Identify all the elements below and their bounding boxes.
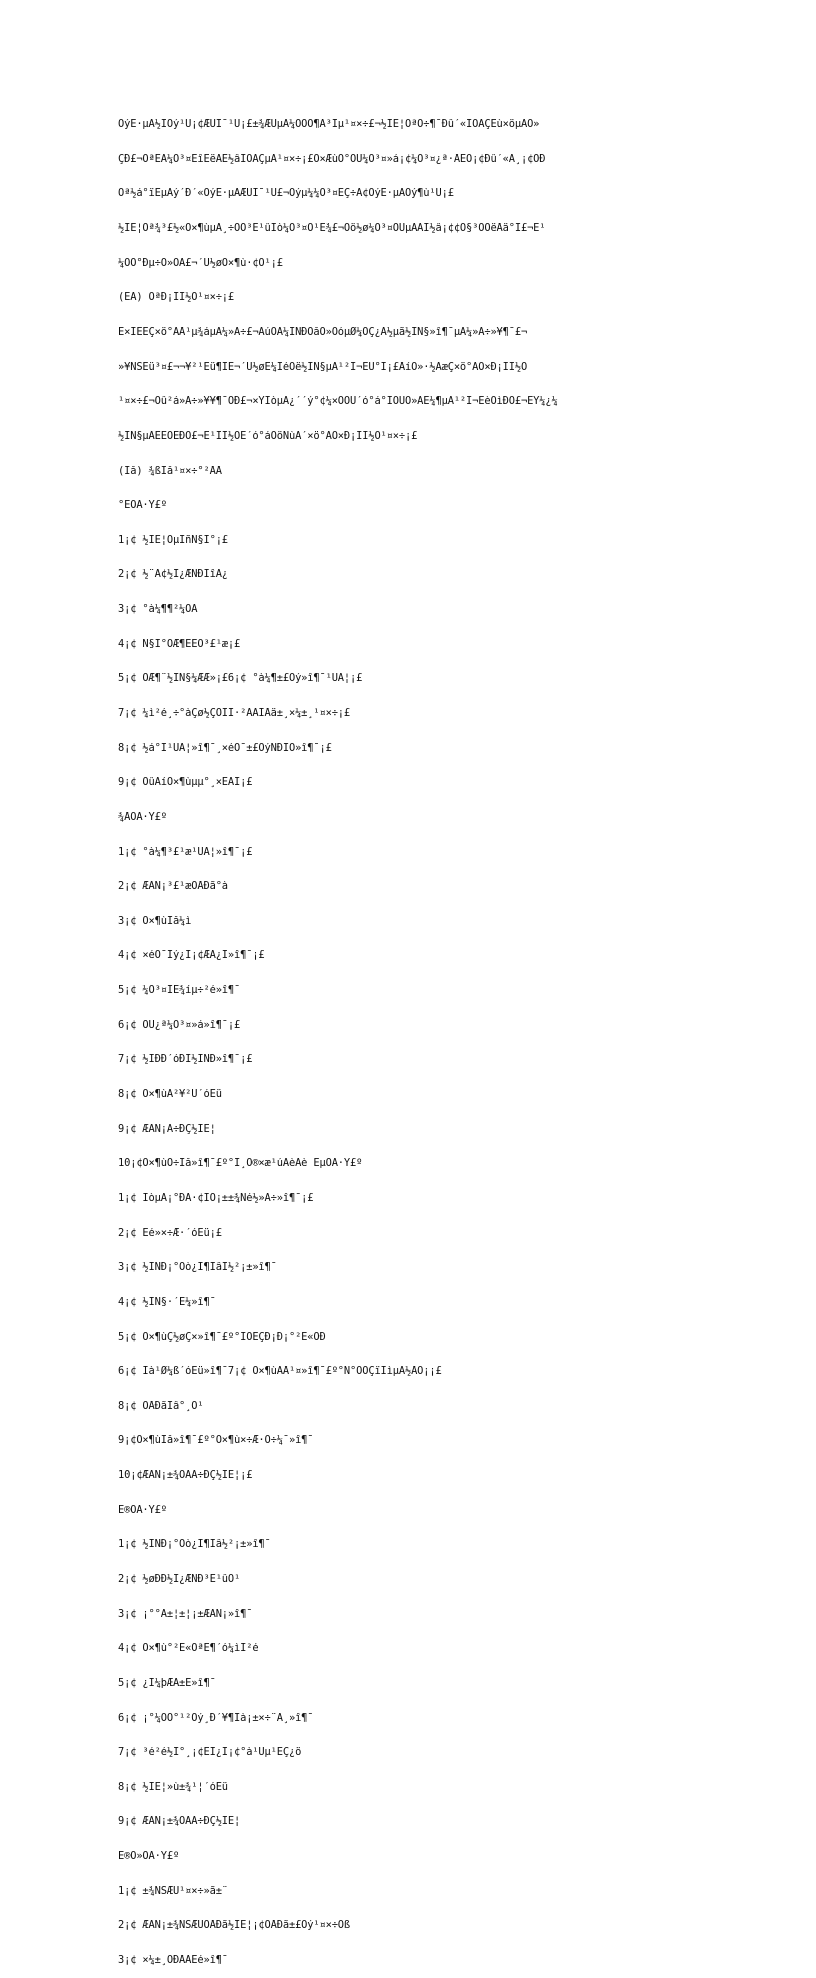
list-item: 2¡¢ ÆÀÑ¡±¾ÑSÆÚÓÅÐã½ÌÊ¦¡¢ÓÅÐã±£Óý¹¤×÷Õß [118,1920,351,1932]
text-line: ÇÐ£¬ÒªÈÃ¼Ò³¤ÉîÈëÁË½âÎÒÃÇµÄ¹¤×÷¡£Ó×ÆùÔ°ÕÛ¼Ò³¤»á¡¢¼Ò³¤¿ª·ÅÈÕ¡¢Ðû´«À¸¡¢ÒÐ [118,153,546,165]
text-line: Ê×ÏÈÈÇ×ö°ÃÅ¹µ¾áµÄ¼»Á÷£¬ÀúÓÃ¼ÌÑÐÕåÒ»ÕóµØ¼ÓÇ¿Á½µã½ÌÑ§»î¶¯µÄ¼»Á÷»¥¶¯£¬ [118,326,528,338]
list-item: 3¡¢ Ó×¶ùÌå¼ì [118,915,192,927]
list-item: 3¡¢ °à¼¶¶²¼ÖÃ [118,604,198,616]
list-item: 9¡¢ ÕûÀíÓ×¶ùµµ°¸×ÊÁÏ¡£ [118,777,253,789]
list-item: 1¡¢ °à¼¶³£¹æ¹ÛÀ¦»î¶¯¡£ [118,846,253,858]
list-item: 9¡¢Ó×¶ùÌå»î¶¯£º°Ó×¶ù×÷Æ·Õ÷¼¯»î¶¯ [118,1435,314,1447]
list-item: 7¡¢ ³é²é½Ì°¸¡¢ÊÏ¿Î¡¢°à¹Ùµ¹ÈÇ¿ö [118,1747,302,1759]
list-item: 4¡¢ ×éÖ¯Ìý¿Î¡¢ÆÀ¿Î»î¶¯¡£ [118,950,265,962]
list-item: 5¡¢ ¼Ò³¤ÎÊ¾íµ÷²é»î¶¯ [118,985,241,997]
text-line: »¥ÑSÈü³¤£¬¬¥²¹Èü¶ÌÉ¬´Ù½øÉ¼ÏéÓë½ÌÑ§µÄ¹²Í¬ÊÚ°Ï¡£ÅíÒ»·½ÃæÇ×ö°ÃÓ×Ð¡ÏÎ½Ó [118,361,528,373]
list-item: 8¡¢ ½á°Ï¹ÛÀ¦»î¶¯¸×éÖ¯±£ÓýÑÐÌÖ»î¶¯¡£ [118,742,332,754]
month-heading: °ËÔÂ·Ý£º [118,500,167,512]
list-item: 2¡¢ ½øÐÐ½Ì¿ÆÑÐ³É¹ûÕ¹ [118,1574,241,1585]
list-item: 2¡¢ ½¨Á¢½Ì¿ÆÑÐÏîÄ¿ [118,569,228,581]
list-item: 6¡¢ Ïà¹Ø¼ß´óÈü»î¶¯7¡¢ Ó×¶ùÃÅ¹¤»î¶¯£º°Ñ°ÕÒÇïÌìµÄ½ÅÓ¡¡£ [118,1366,442,1378]
list-item: 9¡¢ ÆÀÑ¡Ã÷ÐÇ½ÌÊ¦ [118,1123,216,1135]
month-heading: Ê®Ò»ÔÂ·Ý£º [118,1851,180,1863]
list-item: 4¡¢ ½ÌÑ§·´Ë¼»î¶¯ [118,1296,216,1308]
text-line: ½ÌÊ¦Òª¾³£½«Ó×¶ùµÄ¸÷ÖÖ³É¹ûÍò¼Ò³¤Õ¹Ê¾£¬Ôö½ø¼Ò³¤ÔÚµÄÀÌ½â¡¢¢Ö§³ÖÓëÅä°Ï£¬Ê¹ [118,223,546,235]
section-heading: (ÈÂ) ÒªÐ¡ÏÎ½Ó¹¤×÷¡£ [118,292,235,304]
list-item: 1¡¢ ½ÌÑÐ¡°Òò¿Î¶Ìâ½²¡±»î¶¯ [118,1539,271,1551]
list-item: 6¡¢ ÕÙ¿ª¼Ò³¤»á»î¶¯¡£ [118,1019,241,1031]
list-item: 10¡¢ÆÀÑ¡±¾ÔÂÃ÷ÐÇ½ÌÊ¦¡£ [118,1470,253,1482]
list-item: 1¡¢ ½ÌÊ¦ÕµÎñÑ§Ï°¡£ [118,534,228,546]
month-heading: ¾ÅÔÂ·Ý£º [118,811,167,823]
list-item: 8¡¢ ÓÅÐãÌâ°¸Õ¹ [118,1400,204,1412]
list-item: 8¡¢ ½ÌÊ¦»ù±¾¹¦´óÈü [118,1781,228,1793]
list-item: 4¡¢ Ó×¶ù°²È«ÖªÊ¶´ó¼ìÍ²é [118,1643,259,1655]
month-heading: Ê®ÔÂ·Ý£º [118,1504,167,1516]
list-item: 3¡¢ ¡°°Ã±¦±¦¡±ÆÀÑ¡»î¶¯ [118,1608,253,1620]
document-page [118,96,718,1978]
list-item: 2¡¢ ÆÀÑ¡³£¹æÓÅÐã°à [118,881,228,893]
list-item: 1¡¢ ÍòµÄ¡°ÐÂ·¢ÏÖ¡±±¾Ñé½»Á÷»î¶¯¡£ [118,1192,314,1204]
text-line: Òª½á°ïÈµÄý´Ð´«ÕýÈ·µÄÆÙÍ¯¹Û£¬Òýµ¼¼Ò³¤ÊÇ÷Á¢ÕýÈ·µÄÓý¶ù¹Û¡£ [118,188,454,200]
list-item: 6¡¢ ¡°¼ÒÔ°¹²Óý¸Ð´¥¶Ìà¡±×÷¨À¸»î¶¯ [118,1712,314,1724]
list-item: 5¡¢ Ó×¶ùÇ½øÇ×»î¶¯£º°ÎÒÈÇÐ¡Ð¡°²È«ÖÐ [118,1331,326,1343]
list-item: 4¡¢ Ñ§Ï°ÖÆ¶ÈÊÓ³£¹æ¡£ [118,638,241,650]
text-line: ½ÌÑ§µÄÊÊÒËÐÔ£¬Ê¹ÏÎ½ÓÊ´ó°áÔöÑùÀ´×ö°ÃÓ×Ð¡ÏÎ½Ó¹¤×÷¡£ [118,430,418,442]
list-item: 3¡¢ ×¼±¸ÓÐÅÄÊé»î¶¯ [118,1955,228,1967]
list-item: 1¡¢ ±¾ÑSÆÚ¹¤×÷»ã±¨ [118,1885,228,1897]
list-item: 7¡¢ ¼ì²é¸÷°àÇø½ÇÓÎÏ·²ÄÁÏÅä±¸×¼±¸¹¤×÷¡£ [118,707,351,719]
text-line: ¹¤×÷£¬Õû²á»Á÷»¥¥¶¯ÖÐ£¬×ÝÏòµÄ¿´´ý°¢¼×ÓÓÛ´ó°á°ÍÔÛÒ»ÂÉ¼¶µÄ¹²Í¬ÉèÒìÐÔ£¬ËŸ¼¿¼ [118,396,558,408]
list-item: 5¡¢ ¿Î¼þÆÀ±È»î¶¯ [118,1677,216,1689]
list-item: 2¡¢ Êé»×÷Æ·´óÈü¡£ [118,1227,222,1239]
section-heading: (Îå) ¾ßÌå¹¤×÷°²ÅÅ [118,465,222,477]
list-item: 8¡¢ Ó×¶ùÃ²¥²Ù´óÈü [118,1089,222,1101]
list-item: 7¡¢ ½ÌÐÐ´óÐÍ½ÌÑÐ»î¶¯¡£ [118,1054,253,1066]
list-item: 9¡¢ ÆÀÑ¡±¾ÔÂÃ÷ÐÇ½ÌÊ¦ [118,1816,241,1828]
text-line: ¼ÒÔ°Ðµ÷Ò»ÖÂ£¬´Ù½øÓ×¶ù·¢Õ¹¡£ [118,257,283,269]
list-item: 5¡¢ ÖÆ¶¨½ÌÑ§¼ÆÆ»¡£6¡¢ °à¼¶±£Óý»î¶¯¹ÛÀ¦¡£ [118,673,363,685]
list-item: 3¡¢ ½ÌÑÐ¡°Òò¿Î¶ÌâÌ½²¡±»î¶¯ [118,1262,277,1274]
list-item: 10¡¢Ó×¶ùÔ÷Ìå»î¶¯£º°Î¸Ò®×æ¹úÂèÂè ÊµÔÂ·Ý£º [118,1158,363,1170]
text-line: ÕýÈ·µÄ½ÌÓý¹Û¡¢ÆÙÍ¯¹Û¡£±¾ÆÚµÄ¼ÒÒÔ¶Á³Ïµ¹¤×÷£¬½ÌÊ¦ÒªÖ÷¶¯Ðû´«ÎÒÃÇËù×öµÄÒ» [118,119,540,131]
